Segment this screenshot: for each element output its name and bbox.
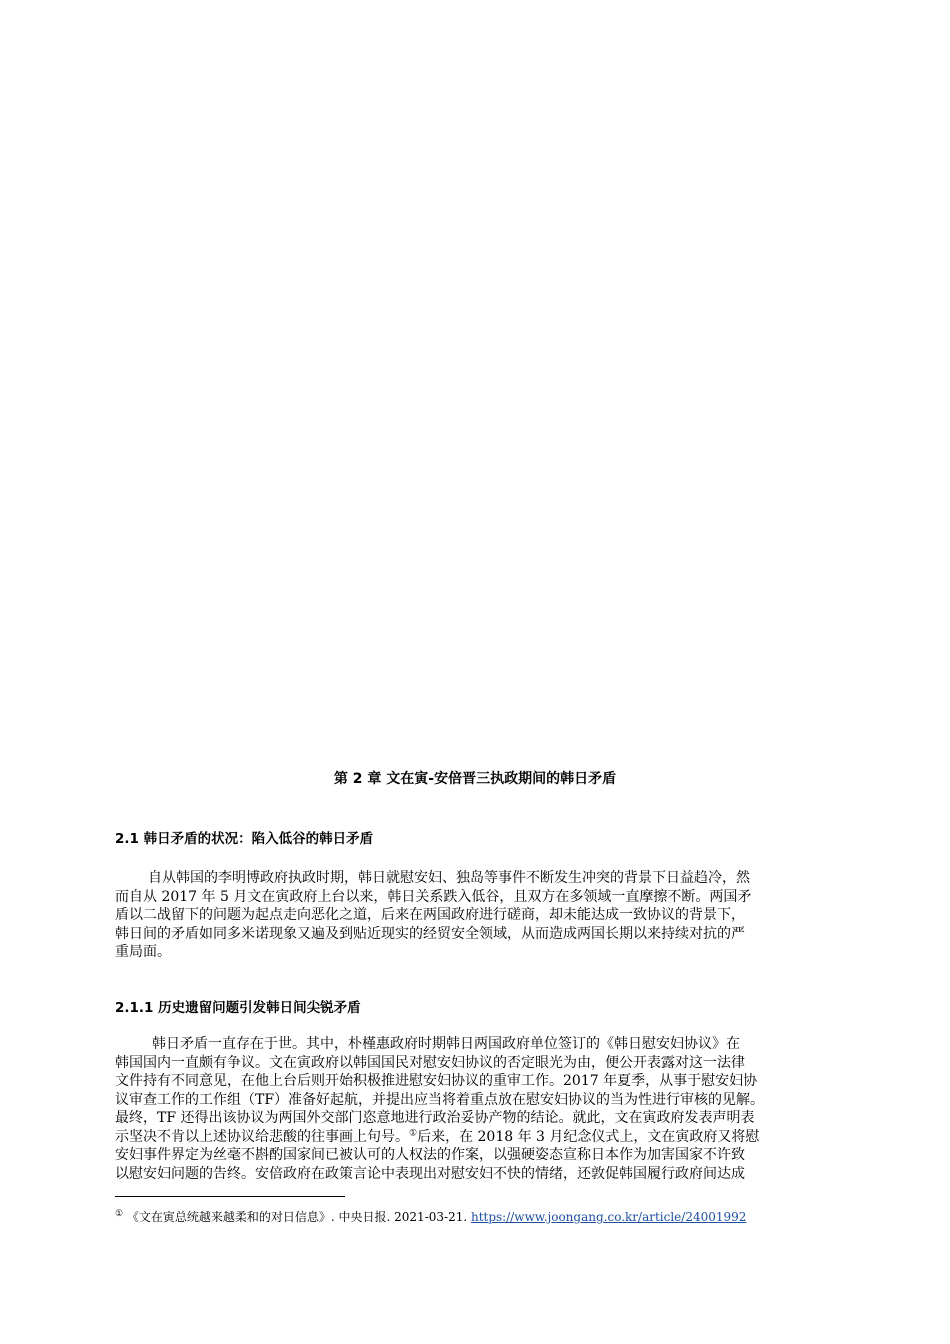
paragraph-line: 韩国国内一直颇有争议。文在寅政府以韩国国民对慰安妇协议的否定眼光为由，便公开表露对这一法律 — [115, 1054, 745, 1071]
footnote-reference[interactable]: ① — [409, 1127, 418, 1138]
paragraph-line: 以慰安妇问题的告终。安倍政府在政策言论中表现出对慰安妇不快的情绪，还敦促韩国履行政府间达成 — [115, 1165, 745, 1182]
chapter-title: 第 2 章 文在寅-安倍晋三执政期间的韩日矛盾 — [333, 771, 617, 787]
paragraph-line: 议审查工作的工作组（TF）准备好起航，并提出应当将着重点放在慰安妇协议的当为性进行审核的见解。 — [115, 1091, 765, 1108]
footnote-text: 《文在寅总统越来越柔和的对日信息》. 中央日报. 2021-03-21. — [123, 1210, 471, 1224]
section-heading-2-1-1: 2.1.1 历史遗留问题引发韩日间尖锐矛盾 — [115, 1000, 361, 1016]
paragraph-line: 最终，TF 还得出该协议为两国外交部门恣意地进行政治妥协产物的结论。就此，文在寅政府发表声明表 — [115, 1110, 755, 1126]
paragraph-line: 韩日间的矛盾如同多米诺现象又遍及到贴近现实的经贸安全领域，从而造成两国长期以来持续对抗的严 — [115, 925, 745, 942]
footnote-marker: ① — [115, 1209, 124, 1219]
line-text: 示坚决不肯以上述协议给悲酸的往事画上句号。 — [115, 1128, 409, 1145]
paragraph-line — [115, 1128, 835, 1147]
paragraph-line: 安妇事件界定为丝毫不斟酌国家间已被认可的人权法的作案，以强硬姿态宣称日本作为加害国家不许致 — [115, 1147, 745, 1163]
paragraph-line: 而自从 2017 年 5 月文在寅政府上台以来，韩日关系跌入低谷，且双方在多领域一直摩擦不断。两国矛 — [115, 888, 752, 905]
line-text: 后来，在 2018 年 3 月纪念仪式上，文在寅政府又将慰 — [417, 1128, 760, 1145]
paragraph-2-1-1 — [115, 1035, 835, 1183]
footnote-link[interactable]: https://www.joongang.co.kr/article/24001992 — [470, 1210, 747, 1224]
section-heading-2-1: 2.1 韩日矛盾的状况：陷入低谷的韩日矛盾 — [115, 831, 374, 847]
paragraph-2-1 — [115, 869, 835, 962]
paragraph-line: 韩日矛盾一直存在于世。其中，朴槿惠政府时期韩日两国政府单位签订的《韩日慰安妇协议》在 — [152, 1036, 740, 1052]
paragraph-line: 重局面。 — [115, 944, 171, 960]
paragraph-line: 盾以二战留下的问题为起点走向恶化之道，后来在两国政府进行磋商，却未能达成一致协议的背景下， — [115, 907, 745, 923]
paragraph-line: 自从韩国的李明博政府执政时期，韩日就慰安妇、独岛等事件不断发生冲突的背景下日益趋冷，然 — [148, 870, 750, 886]
footnote — [115, 1208, 746, 1226]
footnote-separator — [115, 1196, 345, 1197]
paragraph-line: 文件持有不同意见，在他上台后则开始积极推进慰安妇协议的重审工作。2017 年夏季，从事于慰安妇协 — [115, 1073, 758, 1089]
